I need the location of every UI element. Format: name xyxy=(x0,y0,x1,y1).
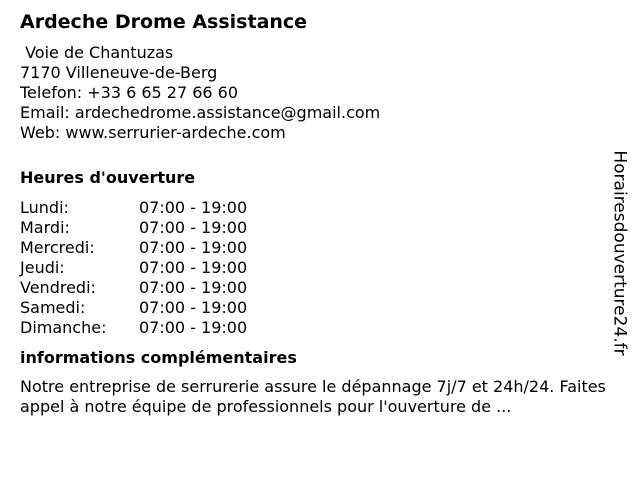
hours-row-tuesday xyxy=(20,218,610,238)
business-name: Ardeche Drome Assistance xyxy=(20,11,308,33)
business-card xyxy=(20,10,610,417)
time-range: 07:00 - 19:00 xyxy=(139,238,248,257)
day-label: Vendredi: xyxy=(20,278,96,297)
contact-block xyxy=(20,43,610,143)
opening-hours-heading: Heures d'ouverture xyxy=(20,168,196,187)
time-range: 07:00 - 19:00 xyxy=(139,318,248,337)
day-label: Jeudi: xyxy=(20,258,65,277)
time-range: 07:00 - 19:00 xyxy=(139,278,248,297)
city-address: 7170 Villeneuve-de-Berg xyxy=(20,63,218,82)
day-label: Samedi: xyxy=(20,298,86,317)
hours-row-sunday xyxy=(20,318,610,338)
hours-row-saturday xyxy=(20,298,610,318)
day-label: Mercredi: xyxy=(20,238,95,257)
hours-row-wednesday xyxy=(20,238,610,258)
site-watermark xyxy=(600,133,640,373)
time-range: 07:00 - 19:00 xyxy=(139,218,248,237)
day-label: Lundi: xyxy=(20,198,69,217)
watermark-text: Horairesdouverture24.fr xyxy=(610,150,630,356)
time-range: 07:00 - 19:00 xyxy=(139,298,248,317)
street-address: Voie de Chantuzas xyxy=(20,43,174,62)
email-address: Email: ardechedrome.assistance@gmail.com xyxy=(20,103,381,122)
additional-info-text: Notre entreprise de serrurerie assure le dépannage 7j/7 et 24h/24. Faites appel à notre équipe de professionnels pour l'ouverture de ... xyxy=(20,377,606,416)
hours-row-thursday xyxy=(20,258,610,278)
website-address: Web: www.serrurier-ardeche.com xyxy=(20,123,286,142)
opening-hours-table xyxy=(20,198,610,338)
hours-row-friday xyxy=(20,278,610,298)
additional-info-heading: informations complémentaires xyxy=(20,348,297,367)
hours-row-monday xyxy=(20,198,610,218)
time-range: 07:00 - 19:00 xyxy=(139,198,248,217)
day-label: Dimanche: xyxy=(20,318,107,337)
time-range: 07:00 - 19:00 xyxy=(139,258,248,277)
phone-number: Telefon: +33 6 65 27 66 60 xyxy=(20,83,239,102)
day-label: Mardi: xyxy=(20,218,70,237)
